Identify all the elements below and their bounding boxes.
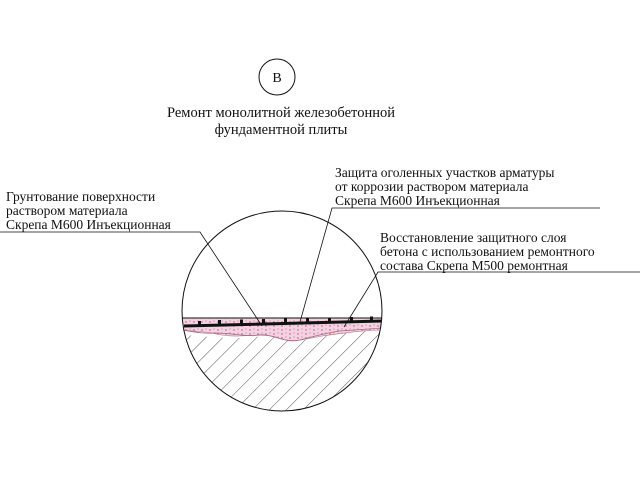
- section-marker-letter: В: [272, 71, 282, 86]
- callout-protection-line-2: от коррозии раствором материала: [335, 179, 529, 194]
- callout-priming-line-3: Скрепа М600 Инъекционная: [6, 217, 171, 232]
- callout-restoration-line-2: бетона с использованием ремонтного: [380, 244, 595, 259]
- callout-priming-line-1: Грунтование поверхности: [6, 189, 156, 204]
- callout-restoration-line-3: состава Скрепа М500 ремонтная: [380, 258, 568, 273]
- detail-section: [170, 317, 400, 421]
- callout-restoration-line-1: Восстановление защитного слоя: [380, 230, 567, 245]
- callout-protection-line-3: Скрепа М600 Инъекционная: [335, 193, 500, 208]
- diagram-title-line-1: Ремонт монолитной железобетонной: [167, 105, 395, 121]
- callout-priming-line-2: раствором материала: [6, 203, 128, 218]
- diagram-title-line-2: фундаментной плиты: [214, 122, 348, 138]
- leader-priming: [0, 232, 262, 326]
- leader-restoration: [344, 272, 640, 327]
- callout-protection-line-1: Защита оголенных участков арматуры: [335, 165, 555, 180]
